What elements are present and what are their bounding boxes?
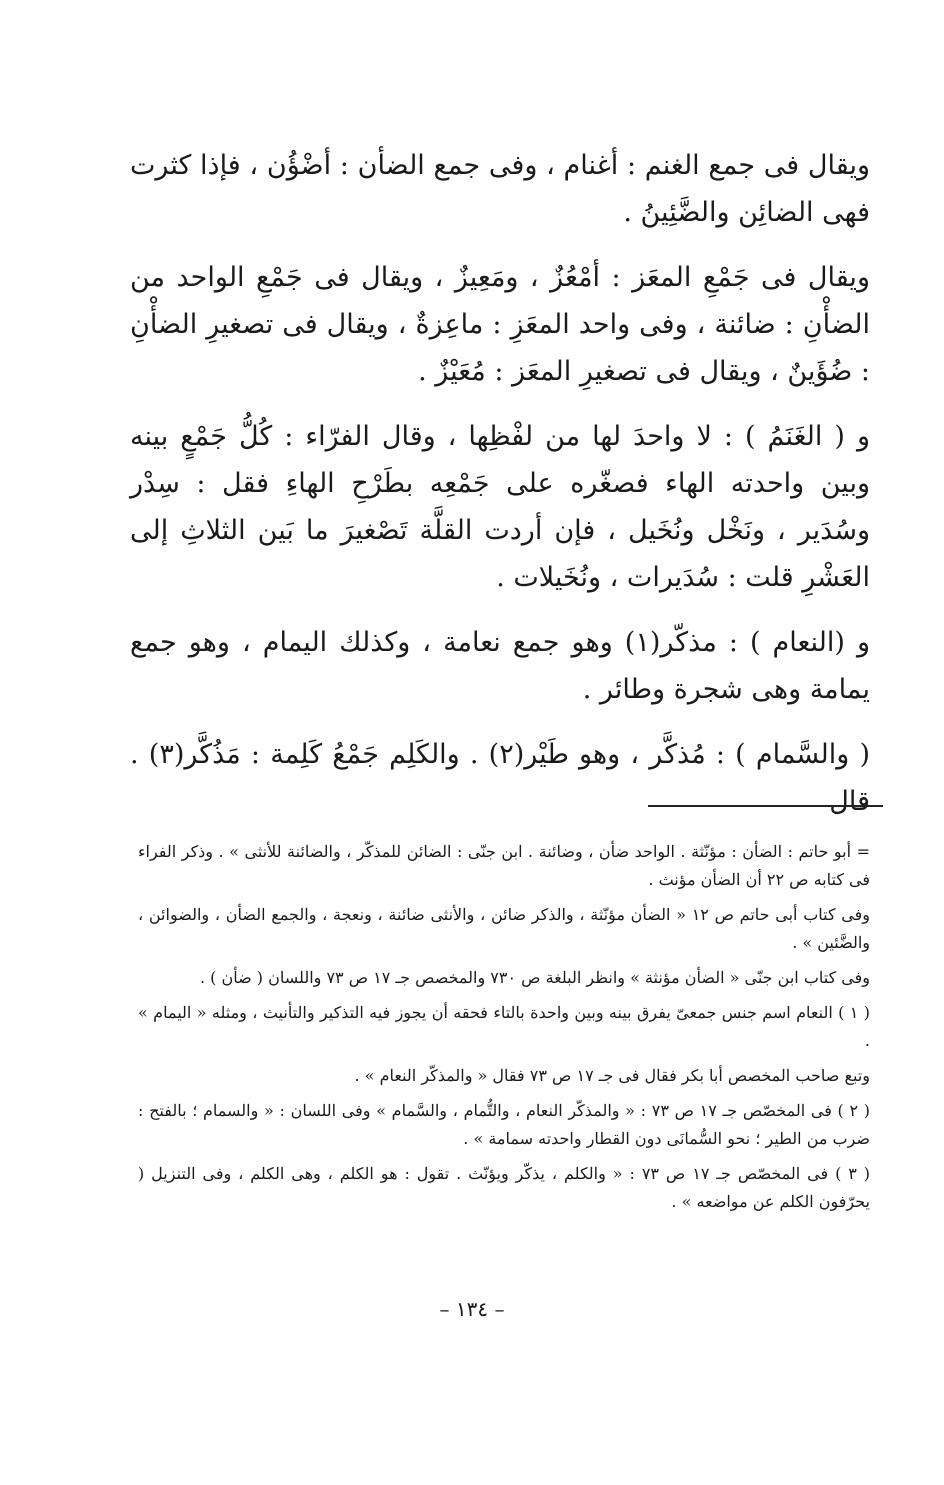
footnote: وفى كتاب ابن جنّى « الضأن مؤنثة » وانظر البلغة ص ٧٣٠ والمخصص جـ ١٧ ص ٧٣ واللسان ( ضأن ) . xyxy=(200,968,870,987)
footnote: وفى كتاب أبى حاتم ص ١٢ « الضأن مؤنّثة ، والذكر ضائن ، والأنثى ضائنة ، ونعجة ، والجمع الضأن ، والضوائن ، والضَّئين » . xyxy=(138,905,871,952)
paragraph: ويقال فى جمع الغنم : أغنام ، وفى جمع الضأن : أضْؤُن ، فإذا كثرت فهى الضائِن والضَّئِينُ . xyxy=(130,150,870,228)
main-text xyxy=(130,142,870,825)
footnote-divider xyxy=(648,805,883,807)
paragraph: و (النعام ) : مذكّر(١) وهو جمع نعامة ، وكذلك اليمام ، وهو جمع يمامة وهى شجرة وطائر . xyxy=(130,627,871,705)
footnote: ( ١ ) النعام اسم جنس جمعىّ يفرق بينه وبين واحدة بالتاء فحقه أن يجوز فيه التذكير والتأنيث ، ومثله « اليمام » . xyxy=(138,1003,870,1050)
paragraph: ويقال فى جَمْعِ المعَز : أمْعُزٌ ، ومَعِيزٌ ، ويقال فى جَمْعِ الواحد من الضأْنِ : ضائنة ، وفى واحد المعَزِ : ماعِزةٌ ، ويقال فى تصغيرِ الضأْنِ : ضُؤَينٌ ، ويقال فى تصغيرِ المعَز : مُعَيْزٌ . xyxy=(130,262,870,387)
paragraph: ( والسَّمام ) : مُذكَّر ، وهو طَيْر(٢) . والكَلِم جَمْعُ كَلِمة : مَذُكَّر(٣) . قال xyxy=(130,739,871,817)
footnote: وتبع صاحب المخصص أبا بكر فقال فى جـ ١٧ ص ٧٣ فقال « والمذكّر النعام » . xyxy=(354,1066,870,1085)
footnote: = أبو حاتم : الضأن : مؤنّثة . الواحد ضأن ، وضائنة . ابن جنّى : الضائن للمذكّر ، والضائنة للأنثى » . وذكر الفراء فى كتابه ص ٢٢ أن الضأن مؤنث . xyxy=(138,842,870,889)
footnotes xyxy=(138,838,870,1223)
page-number: – ١٣٤ – xyxy=(439,1297,505,1321)
footnote: ( ٢ ) فى المخصّص جـ ١٧ ص ٧٣ : « والمذكّر النعام ، والتُّمام ، والسَّمام » وفى اللسان : « والسمام ؛ بالفتح : ضرب من الطير ؛ نحو السُّمانَى دون القطار واحدته سمامة » . xyxy=(138,1101,871,1148)
footnote: ( ٣ ) فى المخصّص جـ ١٧ ص ٧٣ : « والكلم ، يذكّر ويؤنّث . تقول : هو الكلم ، وهى الكلم ، وفى التنزيل ( يحرّفون الكلم عن مواضعه » . xyxy=(138,1164,871,1211)
paragraph: و ( الغَنَمُ ) : لا واحدَ لها من لفْظِها ، وقال الفرّاء : كُلُّ جَمْعٍ بينه وبين واحدته الهاء فصغّره على جَمْعِه بطَرْحِ الهاءِ فقل : سِدْر وسُدَير ، ونَخْل ونُخَيل ، فإن أردت القلَّة تَصْغيرَ ما بَين الثلاثِ إلى العَشْرِ قلت : سُدَيرات ، ونُخَيلات . xyxy=(130,421,870,593)
